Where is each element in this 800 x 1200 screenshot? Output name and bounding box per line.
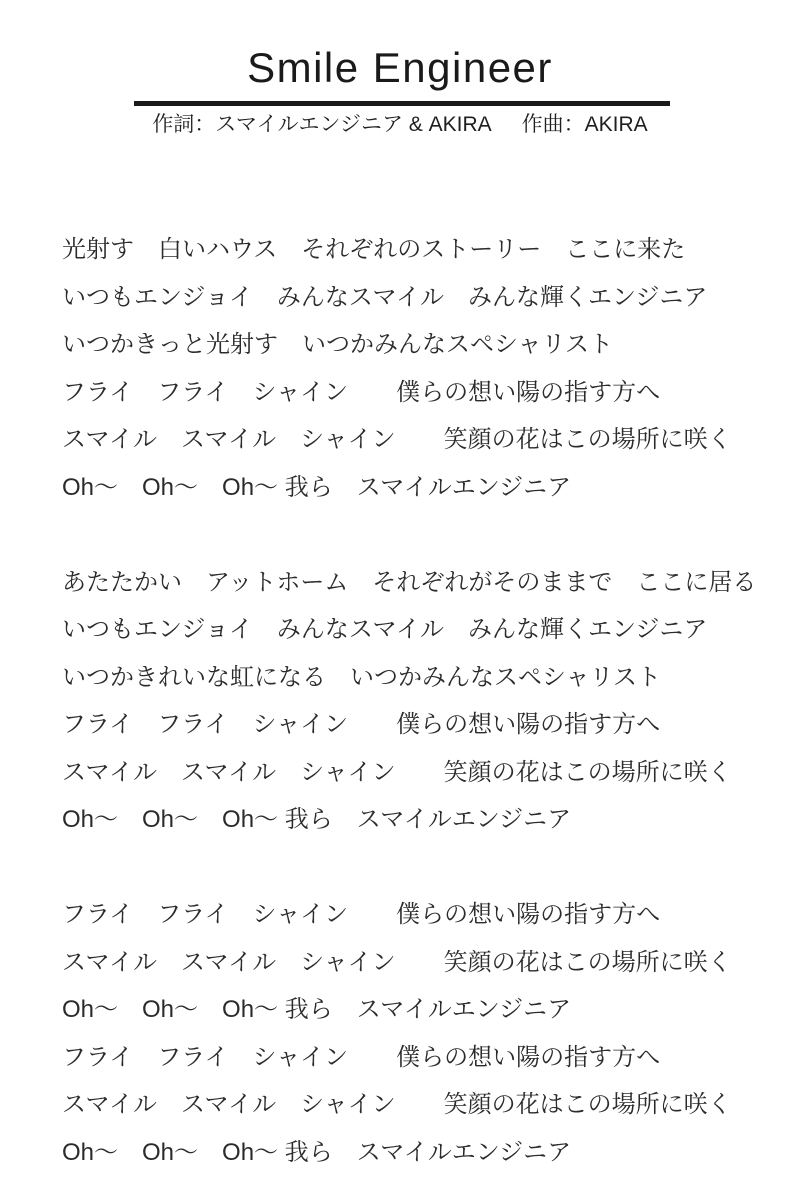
stanza-2: [62, 559, 762, 844]
lyric-line: いつもエンジョイ みんなスマイル みんな輝くエンジニア: [62, 283, 708, 311]
lyric-line: フライ フライ シャイン 僕らの想い陽の指す方へ: [62, 901, 661, 928]
lyricist-credit: 作詞：スマイルエンジニア & AKIRA: [152, 113, 492, 136]
lyric-line: Oh～ Oh～ Oh～ 我ら スマイルエンジニア: [62, 996, 572, 1023]
lyric-line: フライ フライ シャイン 僕らの想い陽の指す方へ: [62, 378, 661, 406]
lyric-line: いつかきっと光射す いつかみんなスペシャリスト: [62, 331, 614, 358]
lyrics-body: [62, 226, 762, 1176]
lyric-line: フライ フライ シャイン 僕らの想い陽の指す方へ: [62, 711, 661, 738]
lyric-line: スマイル スマイル シャイン 笑顔の花はこの場所に咲く: [62, 758, 732, 786]
credits-line: [0, 111, 800, 139]
song-title: Smile Engineer: [247, 44, 553, 91]
lyric-line: フライ フライ シャイン 僕らの想い陽の指す方へ: [62, 1043, 661, 1071]
composer-credit: 作曲：AKIRA: [521, 113, 648, 136]
lyric-line: あたたかい アットホーム それぞれがそのままで ここに居る: [62, 568, 757, 596]
lyric-line: Oh～ Oh～ Oh～ 我ら スマイルエンジニア: [62, 473, 572, 501]
lyric-line: いつもエンジョイ みんなスマイル みんな輝くエンジニア: [62, 616, 708, 643]
lyric-line: Oh～ Oh～ Oh～ 我ら スマイルエンジニア: [62, 1138, 572, 1166]
lyric-line: スマイル スマイル シャイン 笑顔の花はこの場所に咲く: [62, 1091, 732, 1118]
lyric-line: Oh～ Oh～ Oh～ 我ら スマイルエンジニア: [62, 806, 572, 833]
title-underline-rule: [134, 101, 670, 106]
lyric-line: スマイル スマイル シャイン 笑顔の花はこの場所に咲く: [62, 426, 732, 453]
stanza-3: [62, 891, 762, 1176]
lyric-line: スマイル スマイル シャイン 笑顔の花はこの場所に咲く: [62, 948, 732, 976]
lyric-line: 光射す 白いハウス それぞれのストーリー ここに来た: [62, 236, 686, 263]
stanza-1: [62, 226, 762, 511]
lyric-line: いつかきれいな虹になる いつかみんなスペシャリスト: [62, 663, 662, 691]
